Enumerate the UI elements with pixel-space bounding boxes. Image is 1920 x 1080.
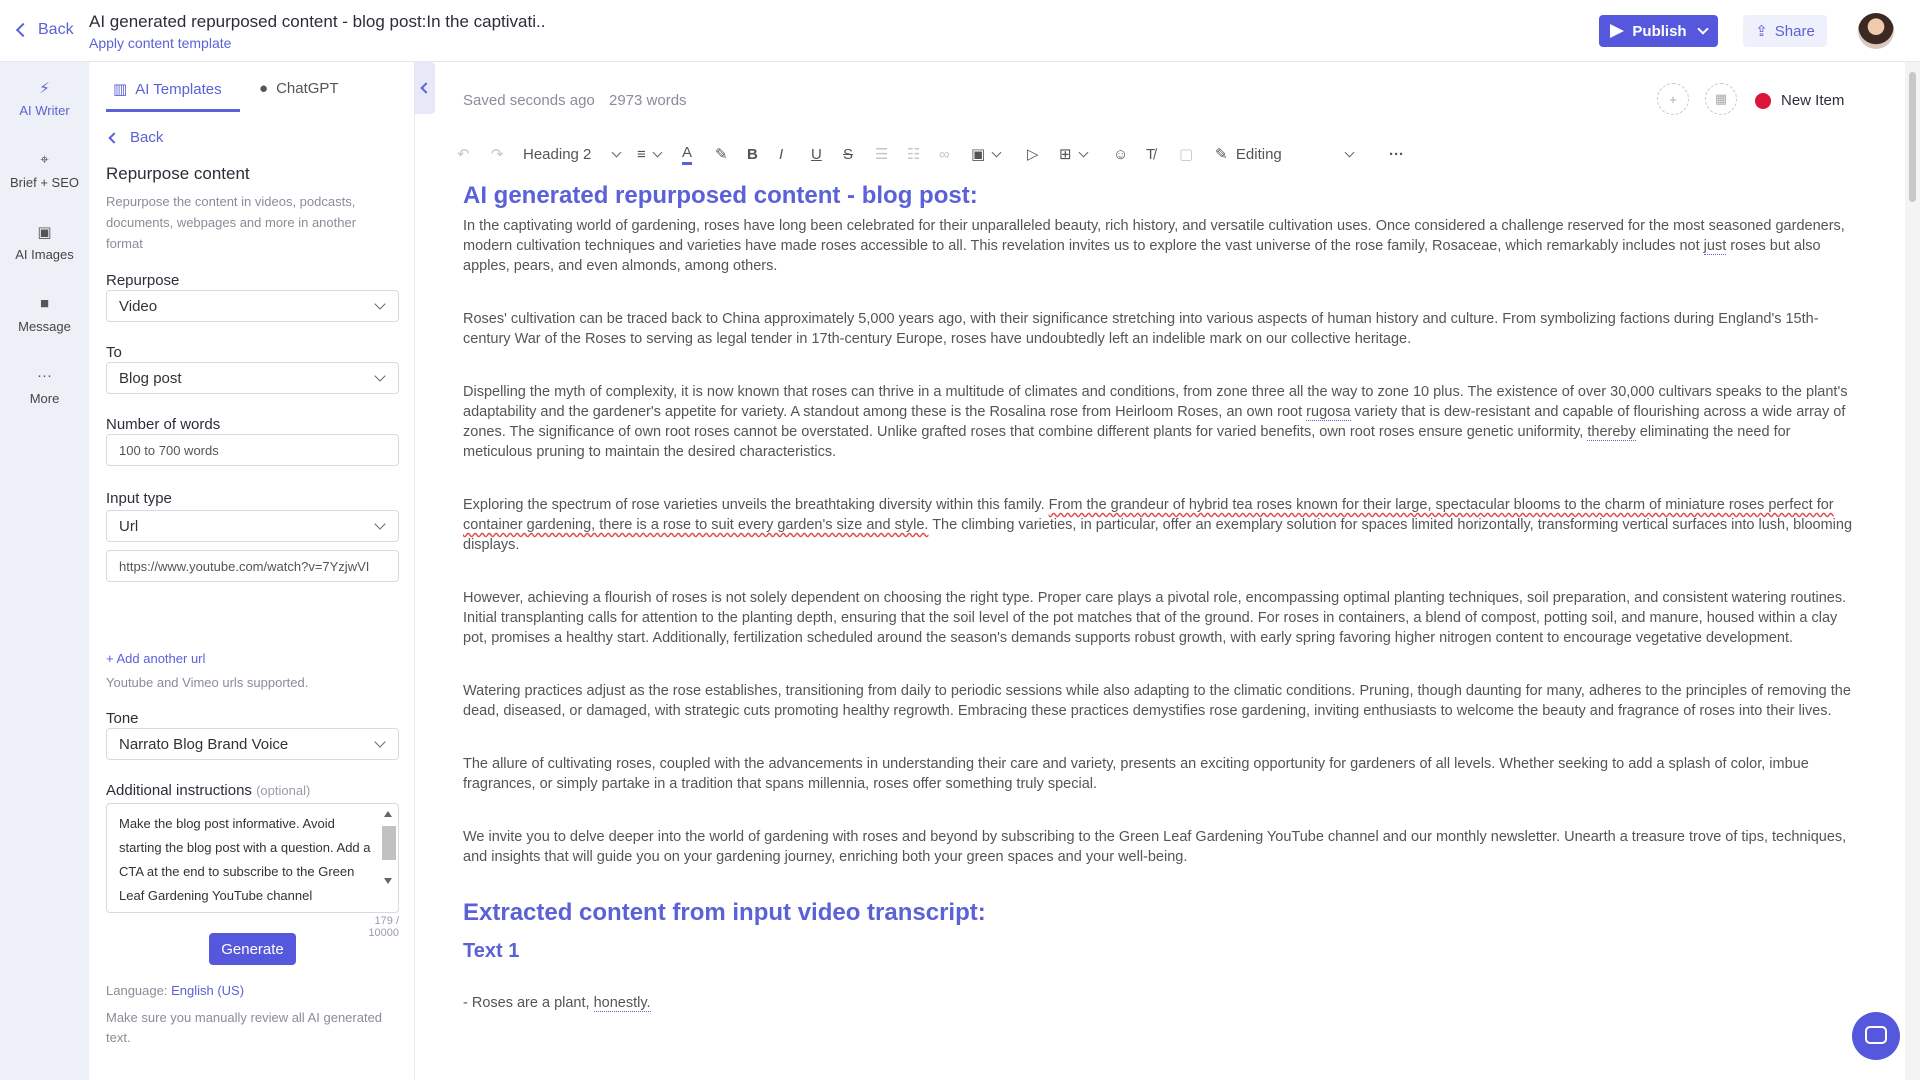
editing-mode-label: Editing xyxy=(1235,145,1282,163)
avatar[interactable] xyxy=(1858,13,1894,49)
left-rail xyxy=(0,62,89,1080)
scroll-up-icon xyxy=(384,811,392,817)
textarea-scrollbar[interactable] xyxy=(381,808,395,908)
upload-icon: ⇪ xyxy=(1755,23,1768,40)
italic-icon[interactable]: I xyxy=(779,145,784,163)
chat-support-button[interactable] xyxy=(1852,1012,1900,1060)
library-icon: ▥ xyxy=(113,81,128,98)
chevron-left-icon xyxy=(16,23,30,37)
text-run: - Roses are a plant, xyxy=(463,995,594,1011)
chevron-down-icon xyxy=(1697,23,1708,34)
editor-toolbar xyxy=(457,140,1837,168)
text-run: The climbing varieties, in particular, offer an exemplary solution for spaces limited horizontally, transforming vertical surfaces into lush, blooming displays. xyxy=(463,517,1853,553)
send-icon xyxy=(1610,24,1624,38)
to-value: Blog post xyxy=(119,370,182,387)
generate-button[interactable]: Generate xyxy=(209,933,296,965)
more-options-icon[interactable]: ··· xyxy=(1389,145,1404,163)
grammar-suggestion[interactable]: thereby xyxy=(1587,424,1636,440)
content-heading-1: AI generated repurposed content - blog post: xyxy=(463,182,978,209)
strikethrough-icon[interactable]: S xyxy=(843,145,854,163)
language-line xyxy=(106,983,244,998)
input-type-select[interactable] xyxy=(106,510,399,542)
grammar-suggestion[interactable]: just xyxy=(1703,238,1727,254)
panel-tabs xyxy=(89,62,415,112)
play-icon[interactable]: ▷ xyxy=(1027,146,1039,163)
language-label: Language: xyxy=(106,983,168,998)
scroll-thumb[interactable] xyxy=(382,826,396,860)
instructions-text: Make the blog post informative. Avoid starting the blog post with a question. Add a CTA at the end to subscribe to the Green Leaf Gardening YouTube channel xyxy=(119,816,371,903)
highlight-icon[interactable]: ✎ xyxy=(715,146,728,163)
insert-image-select[interactable] xyxy=(971,143,1000,165)
rail-item-more[interactable] xyxy=(0,367,89,406)
assign-user-button[interactable] xyxy=(1657,83,1689,115)
clear-format-icon[interactable]: T̸ xyxy=(1146,145,1156,163)
chevron-down-icon xyxy=(374,518,385,529)
input-type-label: Input type xyxy=(106,490,172,507)
instructions-label xyxy=(106,782,310,799)
tone-select[interactable] xyxy=(106,728,399,760)
paragraph xyxy=(463,216,1858,276)
tab-chatgpt[interactable] xyxy=(259,80,339,97)
review-note: Make sure you manually review all AI generated text. xyxy=(106,1010,383,1045)
rail-item-ai-writer[interactable] xyxy=(0,79,89,118)
tab-label: ChatGPT xyxy=(276,80,339,97)
link-icon[interactable]: ∞ xyxy=(939,145,950,163)
rail-item-label: Brief + SEO xyxy=(10,175,79,190)
chevron-down-icon xyxy=(612,147,622,157)
words-label: Number of words xyxy=(106,416,221,433)
share-label: Share xyxy=(1774,22,1815,40)
input-type-value: Url xyxy=(119,518,139,535)
back-label: Back xyxy=(38,21,74,38)
templates-panel xyxy=(89,62,415,1080)
page-scrollbar[interactable] xyxy=(1905,62,1920,1080)
pencil-icon: ✎ xyxy=(1215,146,1236,163)
save-status: Saved seconds ago xyxy=(463,92,595,109)
image-icon: ▣ xyxy=(37,224,52,241)
paragraph: Roses' cultivation can be traced back to China approximately 5,000 years ago, with their significance stretching into various aspects of human history and culture. From symbolizing factions during England's 15th-century War of the Roses to serving as legal tender in 17th-century Europe, roses have undoubtedly left an indelible mark on our collective heritage. xyxy=(463,311,1819,347)
rail-item-message[interactable] xyxy=(0,295,89,334)
repurpose-label: Repurpose xyxy=(106,272,180,289)
instructions-textarea[interactable] xyxy=(106,803,399,913)
url-input[interactable]: https://www.youtube.com/watch?v=7YzjwVI xyxy=(106,550,399,582)
text-run: Dispelling the myth of complexity, it is now known that roses can thrive in a multitude of climates and conditions, from zone three all the way to zone 10 plus. The existence of over 30,000 cultivars speaks to the plant's adaptability and the gardener's appetite for variety. A standout among these is the Rosalina rose from Heirloom Roses, an own root xyxy=(463,384,1848,420)
collapse-panel-button[interactable] xyxy=(415,62,435,114)
table-select[interactable] xyxy=(1059,143,1087,165)
chevron-left-icon xyxy=(420,82,431,93)
chevron-down-icon xyxy=(1078,147,1088,157)
rail-item-label: AI Writer xyxy=(19,103,70,118)
panel-back-label: Back xyxy=(130,129,164,146)
text-run: variety that is dew-resistant and capable of flourishing across a wide array of zones. The significance of own root roses cannot be overstated. Unlike grafted roses that combine different plants for varied benefits, own root roses ensure genetic uniformity, xyxy=(463,404,1846,440)
due-date-button[interactable] xyxy=(1705,83,1737,115)
grammar-suggestion[interactable]: honestly. xyxy=(593,995,651,1011)
top-bar xyxy=(0,0,1920,62)
paragraph xyxy=(463,382,1858,462)
repurpose-select[interactable] xyxy=(106,290,399,322)
chat-icon xyxy=(1865,1026,1887,1044)
paragraph xyxy=(463,993,1858,1013)
spelling-suggestion[interactable]: rugosa xyxy=(1306,404,1351,420)
calendar-icon: ▦ xyxy=(1714,91,1728,106)
scroll-down-icon xyxy=(384,878,392,884)
panel-description: Repurpose the content in videos, podcasts, documents, webpages and more in another format xyxy=(106,194,357,251)
lightning-icon: ⚡ xyxy=(39,80,50,97)
chevron-left-icon xyxy=(108,132,119,143)
instructions-label-text: Additional instructions xyxy=(106,782,252,799)
word-count: 2973 words xyxy=(609,92,687,109)
tab-ai-templates[interactable] xyxy=(113,80,222,98)
chevron-down-icon xyxy=(992,147,1002,157)
publish-button[interactable] xyxy=(1599,15,1718,47)
words-input[interactable]: 100 to 700 words xyxy=(106,434,399,466)
language-value[interactable]: English (US) xyxy=(171,983,245,998)
bullet-list-icon[interactable]: ☰ xyxy=(875,146,889,163)
status-badge[interactable] xyxy=(1755,92,1844,109)
emoji-icon[interactable]: ☺ xyxy=(1113,145,1129,163)
tone-value: Narrato Blog Brand Voice xyxy=(119,736,289,753)
rail-item-label: More xyxy=(29,391,60,406)
undo-icon[interactable]: ↶ xyxy=(457,146,470,163)
text-run: In the captivating world of gardening, roses have long been celebrated for their unparalleled beauty, rich history, and versatile cultivation uses. Once considered a challenge reserved for the most seasoned gardeners, modern cultivation techniques and varieties have made roses accessible to all. This revelation invites us to explore the vast universe of the rose family, Rosaceae, which remarkably includes not xyxy=(463,218,1845,254)
underline-icon[interactable]: U xyxy=(811,145,822,163)
document-title: AI generated repurposed content - blog post:In the captivati.. xyxy=(89,12,546,31)
character-counter: 179 / 10000 xyxy=(368,915,399,939)
paragraph: The allure of cultivating roses, coupled with the advancements in understanding their care and variety, presents an exciting opportunity for gardeners of all levels. Whether seeking to add a splash of color, imbue fragrances, or simply partake in a tradition that spans millennia, roses offer something truly special. xyxy=(463,756,1809,792)
heading-style-label: Heading 2 xyxy=(523,145,592,163)
chevron-down-icon xyxy=(374,736,385,747)
text-run: eliminating the need for meticulous pruning to maintain the desired characteristics. xyxy=(463,424,1791,460)
scroll-thumb[interactable] xyxy=(1909,72,1916,202)
content-heading-3: Text 1 xyxy=(463,940,520,962)
add-url-label: Add another url xyxy=(116,651,206,666)
chevron-down-icon xyxy=(374,298,385,309)
paragraph xyxy=(463,495,1858,555)
status-dot xyxy=(1755,93,1771,109)
optional-label: (optional) xyxy=(256,783,311,798)
editing-mode-select[interactable] xyxy=(1215,143,1353,165)
comment-icon[interactable]: ▢ xyxy=(1179,146,1194,163)
plus-icon: + xyxy=(106,651,117,666)
to-select[interactable] xyxy=(106,362,399,394)
tab-label: AI Templates xyxy=(135,80,222,98)
panel-back-button[interactable] xyxy=(106,129,163,146)
heading-style-select[interactable] xyxy=(523,143,620,165)
bold-icon[interactable]: B xyxy=(747,145,758,163)
share-button[interactable] xyxy=(1743,15,1827,47)
add-user-icon: + xyxy=(1669,91,1677,107)
rail-item-ai-images[interactable] xyxy=(0,223,89,262)
back-button[interactable] xyxy=(14,21,74,39)
more-icon: ··· xyxy=(37,367,52,384)
panel-heading: Repurpose content xyxy=(106,164,250,183)
tone-label: Tone xyxy=(106,710,139,727)
content-heading-2: Extracted content from input video transcript: xyxy=(463,899,986,926)
paragraph: Watering practices adjust as the rose establishes, transitioning from daily to periodic sessions while also adapting to the climatic conditions. Pruning, though daunting for many, adheres to the principles of removing the dead, diseased, or damaged, with strategic cuts promoting healthy regrowth. Embracing these practices demystifies rose gardening, inviting enthusiasts to welcome the beauty and fragrance of roses into their lives. xyxy=(463,683,1851,719)
chevron-down-icon xyxy=(374,370,385,381)
to-label: To xyxy=(106,344,122,361)
paragraph: However, achieving a flourish of roses is not solely dependent on choosing the right type. Proper care plays a pivotal role, encompassing optimal planting techniques, soil preparation, and consistent watering routines. Initial transplanting calls for attention to the planting depth, ensuring that the soil level of the pot matches that of the ground. For roses in containers, a blend of compost, potting soil, and manure, housed within a clay pot, promises a healthy start. Additionally, fertilization scheduled around the season's demands supports robust growth, with early spring favoring higher nitrogen content to encourage vegetative development. xyxy=(463,590,1847,646)
apply-template-link[interactable]: Apply content template xyxy=(89,35,232,51)
repurpose-value: Video xyxy=(119,298,158,315)
add-url-link[interactable] xyxy=(106,651,205,666)
numbered-list-icon[interactable]: ☷ xyxy=(907,146,921,163)
image-icon: ▣ xyxy=(971,146,986,163)
url-hint: Youtube and Vimeo urls supported. xyxy=(106,675,309,690)
redo-icon[interactable]: ↷ xyxy=(491,146,504,163)
rail-item-label: Message xyxy=(18,319,71,334)
style-suggestion[interactable]: From the grandeur of hybrid tea roses known for their large, spectacular blooms to the charm of miniature roses perfect for container gardening, there is a rose to suit every garden's size and style. xyxy=(463,497,1834,533)
rail-item-brief-seo[interactable] xyxy=(0,151,89,190)
paragraph: We invite you to delve deeper into the world of gardening with roses and beyond by subscribing to the Green Leaf Gardening YouTube channel and our monthly newsletter. Unearth a treasure trove of tips, techniques, and insights that will guide you on your gardening journey, enriching both your green spaces and your well-being. xyxy=(463,829,1847,865)
align-select[interactable] xyxy=(637,143,661,165)
align-left-icon: ≡ xyxy=(637,145,646,163)
text-color-icon[interactable]: A xyxy=(682,143,692,165)
text-run: roses but also apples, pears, and even almonds, among others. xyxy=(463,238,1821,274)
text-run: Exploring the spectrum of rose varieties unveils the breathtaking diversity within this family. xyxy=(463,497,1049,513)
chat-icon: ● xyxy=(259,80,269,97)
status-label: New Item xyxy=(1781,92,1845,109)
message-icon: ■ xyxy=(39,295,50,312)
table-icon: ⊞ xyxy=(1059,146,1072,163)
publish-label: Publish xyxy=(1632,22,1687,40)
chevron-down-icon xyxy=(652,147,662,157)
chevron-down-icon xyxy=(1344,147,1354,157)
document-content[interactable] xyxy=(463,180,1858,1013)
rail-item-label: AI Images xyxy=(15,247,74,262)
editor-area xyxy=(435,62,1905,1080)
target-icon: ⌖ xyxy=(40,151,49,168)
active-tab-indicator xyxy=(106,109,240,112)
